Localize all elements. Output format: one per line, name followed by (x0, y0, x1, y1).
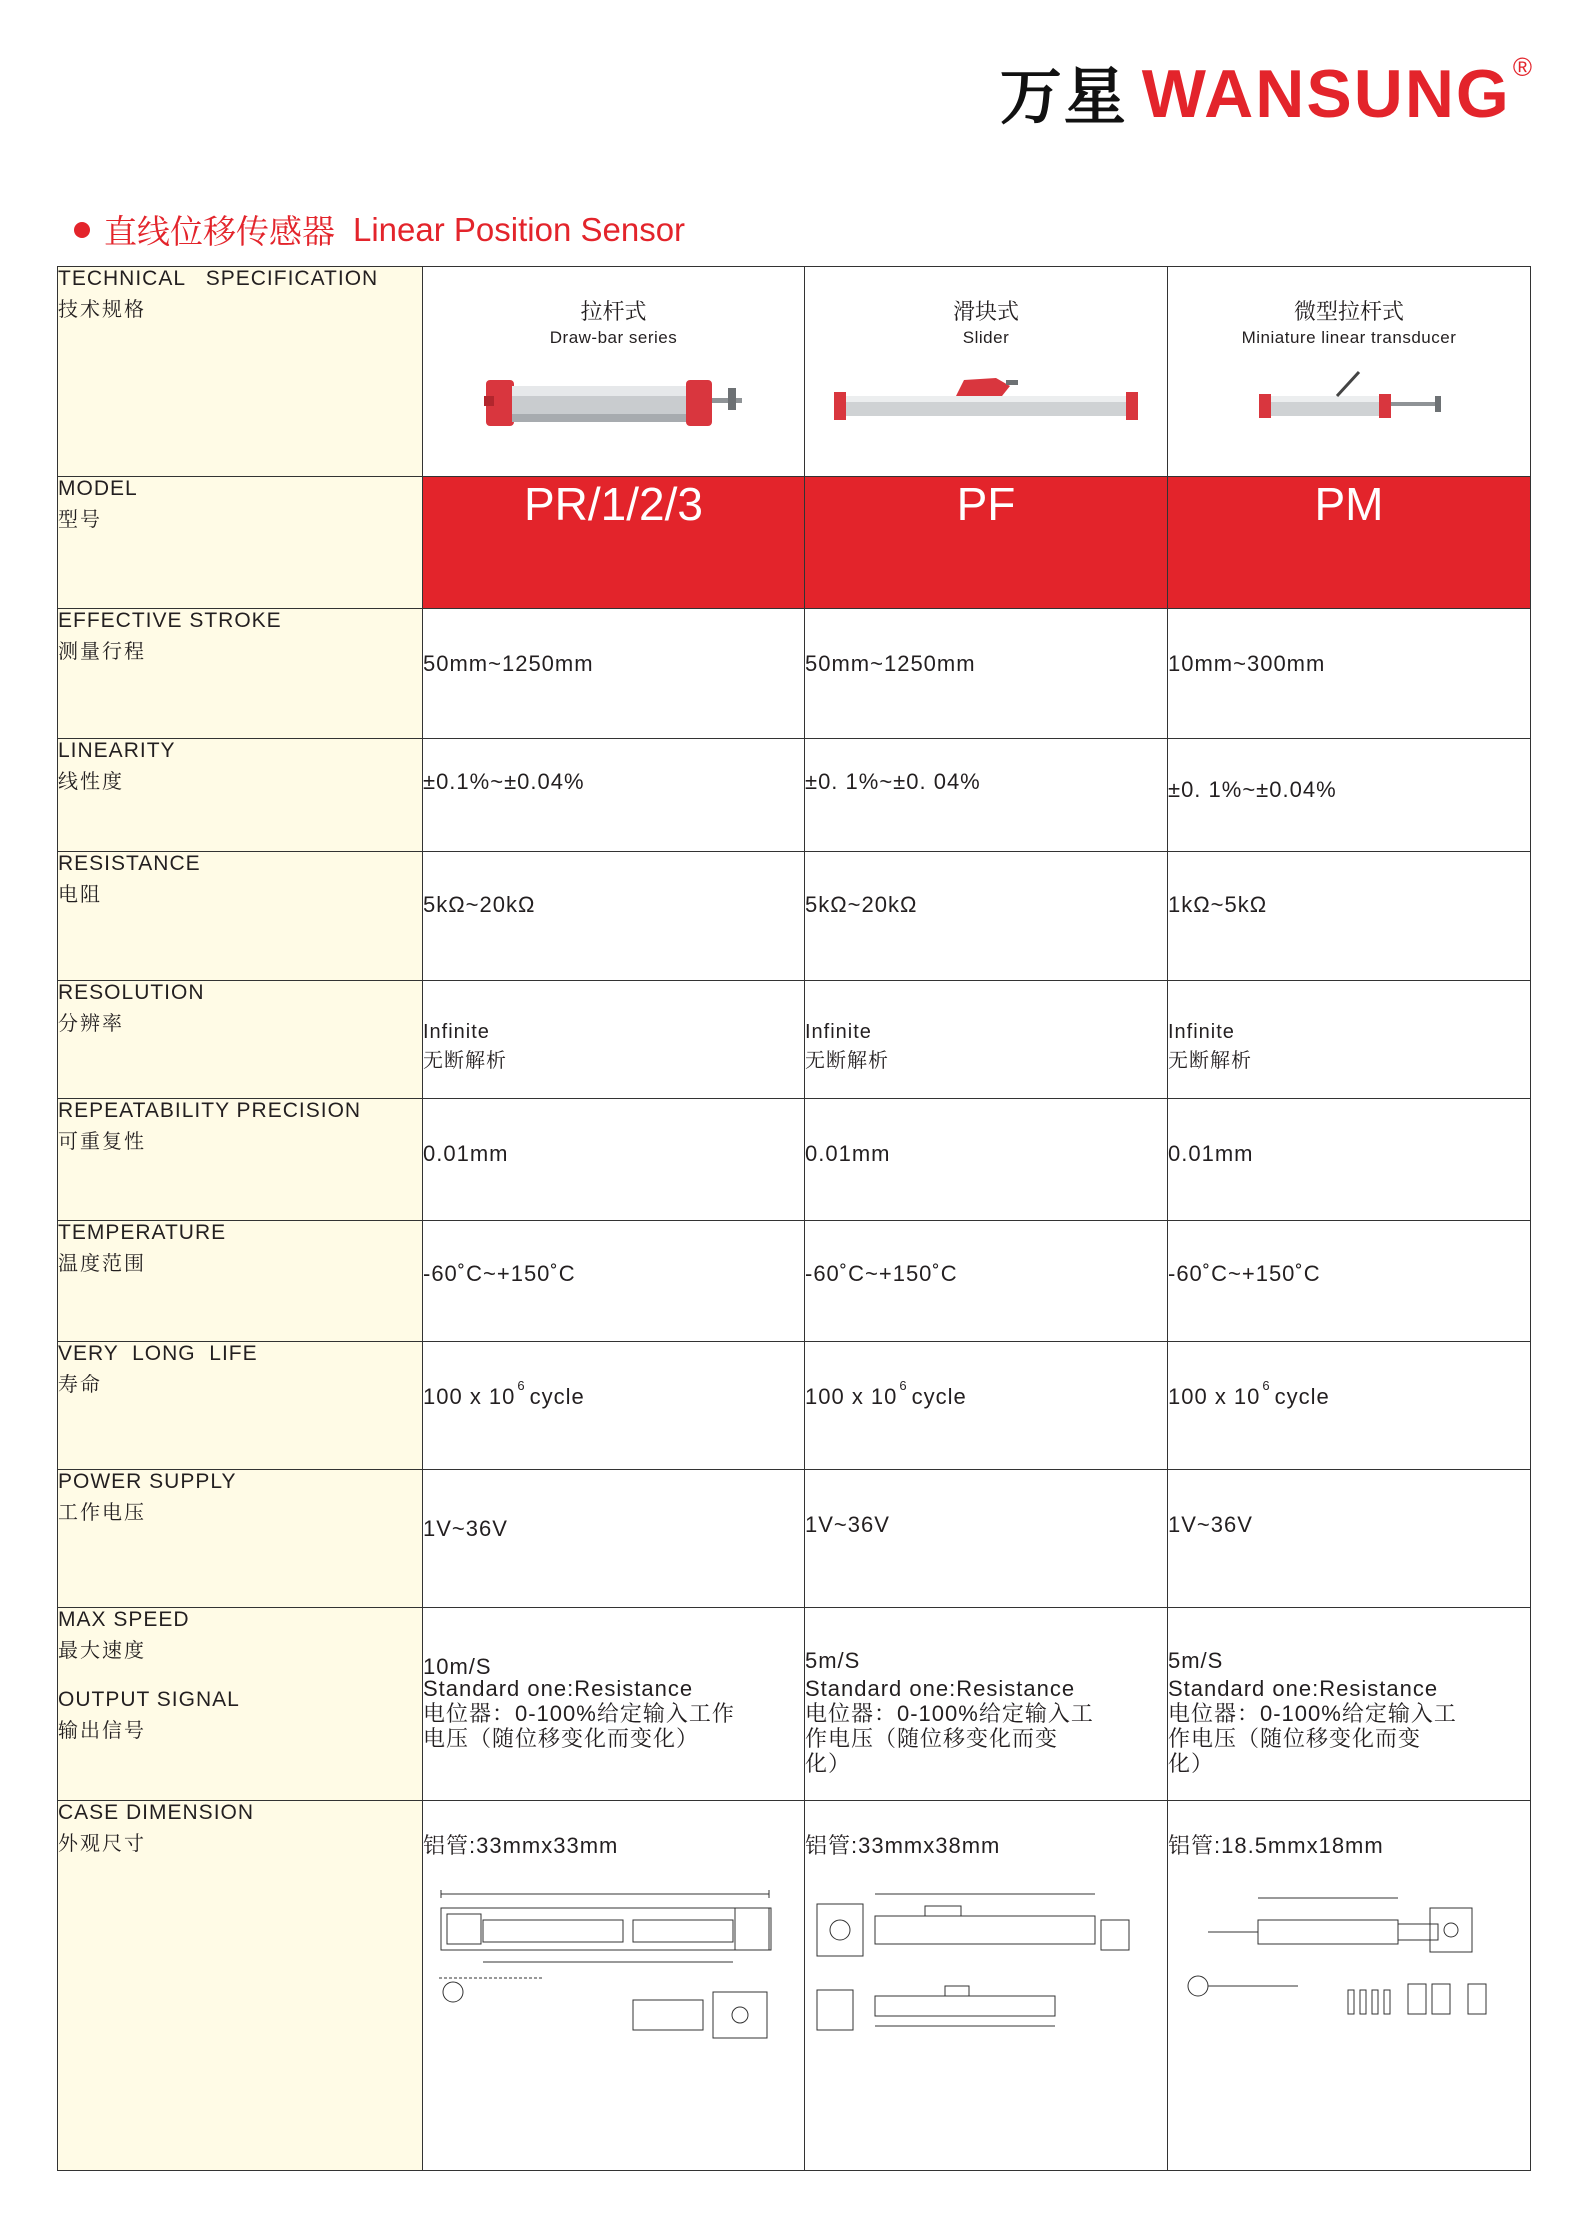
exponent: 6 (517, 1378, 526, 1393)
cell-text: 1kΩ~5kΩ (1168, 892, 1268, 917)
table-row (58, 609, 1531, 739)
value-cell (805, 1221, 1168, 1342)
table-row (58, 1680, 1531, 1800)
value-cell (1168, 1221, 1531, 1342)
exponent: 6 (1262, 1378, 1271, 1393)
label-cn: 工作电压 (58, 1500, 146, 1524)
cell-text: cycle (529, 1384, 585, 1409)
slider-dimension-drawing (805, 1880, 1167, 2056)
label-en: MAX SPEED (58, 1608, 190, 1631)
label-en: VERY LONG LIFE (58, 1342, 258, 1365)
value-cell (423, 1470, 805, 1608)
cell-text: 0.01mm (805, 1141, 891, 1166)
value-cell (1168, 609, 1531, 739)
table-row (58, 267, 1531, 477)
brand-name-cn: 万星 (999, 60, 1128, 133)
value-cell (805, 1676, 1168, 1800)
value-cell (423, 609, 805, 739)
product-miniature (1168, 267, 1531, 477)
cell-text: 1V~36V (1168, 1512, 1253, 1537)
cell-text: Standard one:Resistance (805, 1676, 1076, 1701)
value-cell (423, 1342, 805, 1470)
cell-text: 1V~36V (423, 1516, 508, 1541)
table-row (58, 852, 1531, 981)
row-label (58, 477, 423, 609)
drawbar-sensor-image (423, 358, 804, 442)
cell-text: Infinite (1168, 1021, 1235, 1043)
cell-text: 100 x 10 (805, 1384, 898, 1409)
table-row (58, 477, 1531, 609)
label-cn: 可重复性 (58, 1129, 146, 1153)
value-cell (1168, 1099, 1531, 1221)
cell-text: 铝管:18.5mmx18mm (1168, 1832, 1384, 1858)
product-name-en: Slider (962, 328, 1010, 347)
label-cn: 输出信号 (58, 1718, 146, 1742)
cell-text: 无断解析 (423, 1050, 507, 1072)
table-row (58, 1342, 1531, 1470)
row-label (58, 1099, 423, 1221)
label-en: RESOLUTION (58, 981, 205, 1004)
cell-text: 100 x 10 (1168, 1384, 1261, 1409)
value-cell (1168, 1342, 1531, 1470)
value-cell (805, 981, 1168, 1099)
cell-text: -60˚C~+150˚C (1168, 1261, 1321, 1286)
value-cell (423, 981, 805, 1099)
cell-text: 化） (1168, 1751, 1215, 1776)
row-label (58, 1608, 423, 1681)
row-label (58, 1680, 423, 1800)
value-cell (1168, 1608, 1531, 1681)
label-en: RESISTANCE (58, 852, 201, 875)
product-name-en: Draw-bar series (549, 328, 678, 347)
product-drawbar (423, 267, 805, 477)
value-cell (805, 609, 1168, 739)
cell-text: ±0. 1%~±0. 04% (805, 769, 981, 794)
section-title-cn: 直线位移传感器 (104, 212, 335, 251)
cell-text: 电位器：0-100%给定输入工作 (423, 1701, 735, 1726)
value-cell (805, 1342, 1168, 1470)
label-cn: 温度范围 (58, 1251, 146, 1275)
cell-text: Standard one:Resistance (423, 1676, 694, 1701)
value-cell (1168, 852, 1531, 981)
cell-text: 5m/S (1168, 1648, 1224, 1673)
value-cell (423, 852, 805, 981)
table-row (58, 739, 1531, 852)
model-cell: PM (1168, 477, 1531, 609)
miniature-dimension-drawing (1168, 1880, 1530, 2056)
table-row (58, 1608, 1531, 1681)
cell-text: Standard one:Resistance (1168, 1676, 1439, 1701)
cell-text: 0.01mm (423, 1141, 509, 1166)
product-name-cn: 拉杆式 (580, 300, 647, 325)
value-cell (805, 1800, 1168, 2170)
label-en: REPEATABILITY PRECISION (58, 1099, 362, 1122)
registered-mark: ® (1512, 52, 1532, 82)
label-cn: 型号 (58, 507, 102, 531)
row-label (58, 739, 423, 852)
label-cn: 寿命 (58, 1372, 102, 1396)
row-label (58, 981, 423, 1099)
label-en: OUTPUT SIGNAL (58, 1688, 240, 1711)
value-cell (423, 739, 805, 852)
value-cell (423, 1676, 805, 1800)
label-en: TEMPERATURE (58, 1221, 227, 1244)
label-cn: 分辨率 (58, 1011, 124, 1035)
cell-text: 0.01mm (1168, 1141, 1254, 1166)
cell-text: cycle (1274, 1384, 1330, 1409)
cell-text: 50mm~1250mm (423, 651, 594, 676)
cell-text: 50mm~1250mm (805, 651, 976, 676)
cell-text: cycle (911, 1384, 967, 1409)
cell-text: 电位器：0-100%给定输入工 (1168, 1701, 1457, 1726)
table-row (58, 1470, 1531, 1608)
row-label (58, 267, 423, 477)
value-cell (805, 1470, 1168, 1608)
value-cell (805, 1099, 1168, 1221)
cell-text: 5m/S (805, 1648, 861, 1673)
value-cell (1168, 739, 1531, 852)
label-cn: 电阻 (58, 882, 102, 906)
product-name-cn: 微型拉杆式 (1293, 300, 1404, 325)
row-label (58, 852, 423, 981)
value-cell (1168, 981, 1531, 1099)
label-cn: 测量行程 (58, 639, 146, 663)
label-en: EFFECTIVE STROKE (58, 609, 282, 632)
product-name-cn: 滑块式 (952, 300, 1019, 325)
cell-text: 1V~36V (805, 1512, 890, 1537)
cell-text: 铝管:33mmx38mm (805, 1832, 1001, 1858)
slider-sensor-image (805, 358, 1167, 442)
cell-text: 10mm~300mm (1168, 651, 1326, 676)
section-title (74, 206, 685, 253)
label-cn: 线性度 (58, 769, 124, 793)
table-row (58, 1800, 1531, 2170)
cell-text: Infinite (805, 1021, 872, 1043)
label-cn: 外观尺寸 (58, 1830, 146, 1855)
value-cell (1168, 1800, 1531, 2170)
label-cn: 最大速度 (58, 1638, 146, 1662)
row-label (58, 1470, 423, 1608)
label-cn: 技术规格 (58, 297, 146, 321)
row-label (58, 609, 423, 739)
cell-text: -60˚C~+150˚C (805, 1261, 958, 1286)
value-cell (423, 1221, 805, 1342)
cell-text: 铝管:33mmx33mm (423, 1832, 619, 1858)
cell-text: -60˚C~+150˚C (423, 1261, 576, 1286)
drawbar-dimension-drawing (423, 1880, 804, 2056)
label-en: MODEL (58, 477, 138, 500)
value-cell (1168, 1676, 1531, 1800)
cell-text: 无断解析 (805, 1050, 889, 1072)
cell-text: 电压（随位移变化而变化） (423, 1726, 700, 1751)
product-name-en: Miniature linear transducer (1241, 328, 1457, 347)
label-en: LINEARITY (58, 739, 176, 762)
brand-name-en: WANSUNG (1141, 56, 1511, 132)
cell-text: 100 x 10 (423, 1384, 516, 1409)
cell-text: ±0. 1%~±0.04% (1168, 777, 1337, 802)
value-cell (805, 739, 1168, 852)
brand-logo (999, 52, 1532, 133)
cell-text: ±0.1%~±0.04% (423, 769, 585, 794)
table-row (58, 1099, 1531, 1221)
value-cell (1168, 1470, 1531, 1608)
row-label (58, 1342, 423, 1470)
label-en: TECHNICAL SPECIFICATION (58, 267, 379, 290)
spec-table (57, 266, 1531, 2171)
value-cell (423, 1608, 805, 1681)
model-cell: PF (805, 477, 1168, 609)
cell-text: 化） (805, 1751, 852, 1776)
model-cell: PR/1/2/3 (423, 477, 805, 609)
exponent: 6 (899, 1378, 908, 1393)
product-slider (805, 267, 1168, 477)
value-cell (423, 1099, 805, 1221)
cell-text: 5kΩ~20kΩ (423, 892, 536, 917)
value-cell (423, 1800, 805, 2170)
cell-text: 无断解析 (1168, 1050, 1252, 1072)
table-row (58, 981, 1531, 1099)
table-row (58, 1221, 1531, 1342)
cell-text: 作电压（随位移变化而变 (805, 1726, 1059, 1751)
bullet-icon (74, 222, 90, 238)
cell-text: 电位器：0-100%给定输入工 (805, 1701, 1094, 1726)
label-en: CASE DIMENSION (58, 1800, 255, 1824)
label-en: POWER SUPPLY (58, 1470, 237, 1493)
cell-text: 10m/S (423, 1654, 492, 1679)
cell-text: Infinite (423, 1021, 490, 1043)
value-cell (805, 1608, 1168, 1681)
cell-text: 5kΩ~20kΩ (805, 892, 918, 917)
value-cell (805, 852, 1168, 981)
row-label (58, 1800, 423, 2170)
miniature-sensor-image (1168, 358, 1530, 442)
row-label (58, 1221, 423, 1342)
section-title-en: Linear Position Sensor (353, 210, 686, 248)
cell-text: 作电压（随位移变化而变 (1168, 1726, 1422, 1751)
